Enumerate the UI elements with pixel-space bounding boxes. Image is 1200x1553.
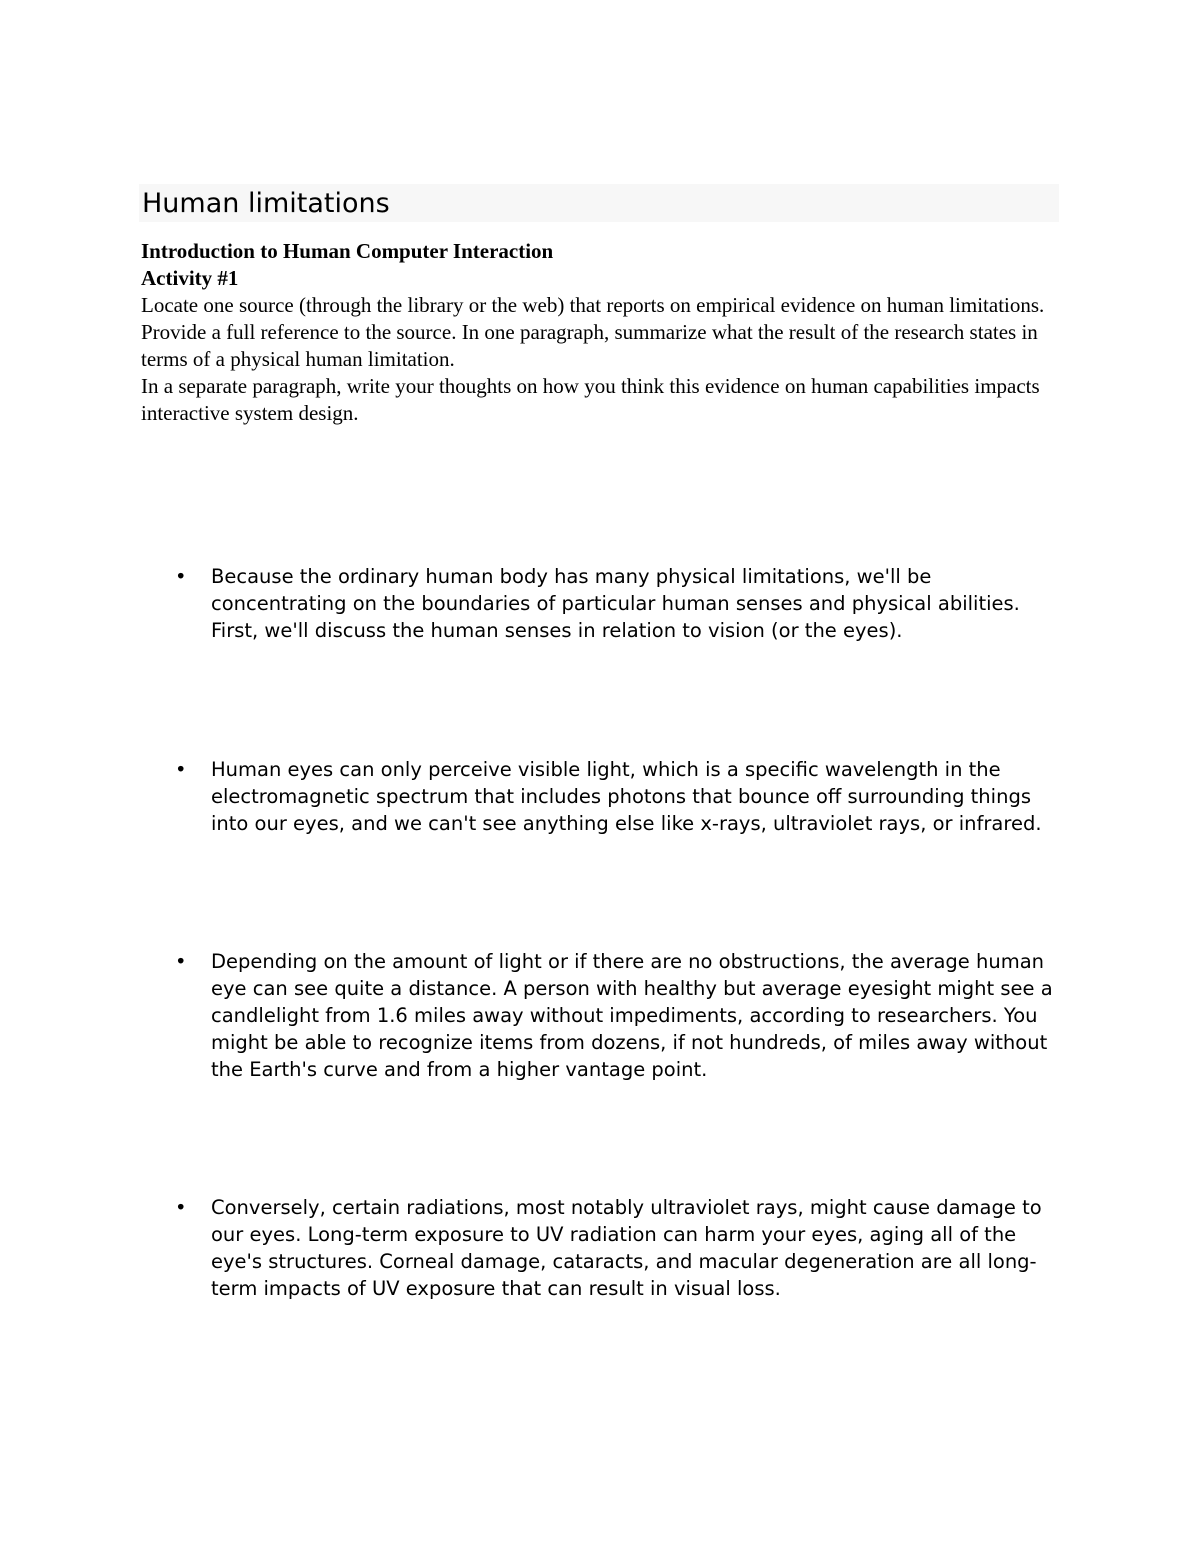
list-item-text: Because the ordinary human body has many physical limitations, we'll be concentrating on the boundaries of particular human senses and physical abilities. First, we'll discuss the human senses in relation to vision (or the eyes). <box>211 565 1020 642</box>
bullet-icon: • <box>175 950 187 973</box>
list-item-text: Conversely, certain radiations, most notably ultraviolet rays, might cause damage to our eyes. Long-term exposure to UV radiation can harm your eyes, aging all of the eye's structures. Corneal damage, cataracts, and macular degeneration are all long-term impacts of UV exposure that can result in visual loss. <box>211 1196 1042 1300</box>
list-item <box>175 756 1071 837</box>
instruction-paragraph-2: In a separate paragraph, write your thoughts on how you think this evidence on human capabilities impacts interactive system design. <box>141 374 1040 425</box>
activity-header <box>141 238 1071 427</box>
list-item-text: Depending on the amount of light or if there are no obstructions, the average human eye can see quite a distance. A person with healthy but average eyesight might see a candlelight from 1.6 miles away without impediments, according to researchers. You might be able to recognize items from dozens, if not hundreds, of miles away without the Earth's curve and from a higher vantage point. <box>211 950 1053 1081</box>
course-name: Introduction to Human Computer Interaction <box>141 239 554 263</box>
bullet-icon: • <box>175 565 187 588</box>
instruction-paragraph-1: Locate one source (through the library or the web) that reports on empirical evidence on human limitations. Provide a full reference to the source. In one paragraph, summarize what the result of the research states in terms of a physical human limitation. <box>141 293 1045 371</box>
list-item-text: Human eyes can only perceive visible light, which is a specific wavelength in the electromagnetic spectrum that includes photons that bounce off surrounding things into our eyes, and we can't see anything else like x-rays, ultraviolet rays, or infrared. <box>211 758 1042 835</box>
list-item <box>175 563 1071 644</box>
list-item <box>175 948 1071 1083</box>
list-item <box>175 1194 1071 1302</box>
document-title: Human limitations <box>142 188 390 219</box>
bullet-icon: • <box>175 1196 187 1219</box>
bullet-icon: • <box>175 758 187 781</box>
activity-number: Activity #1 <box>141 266 239 290</box>
